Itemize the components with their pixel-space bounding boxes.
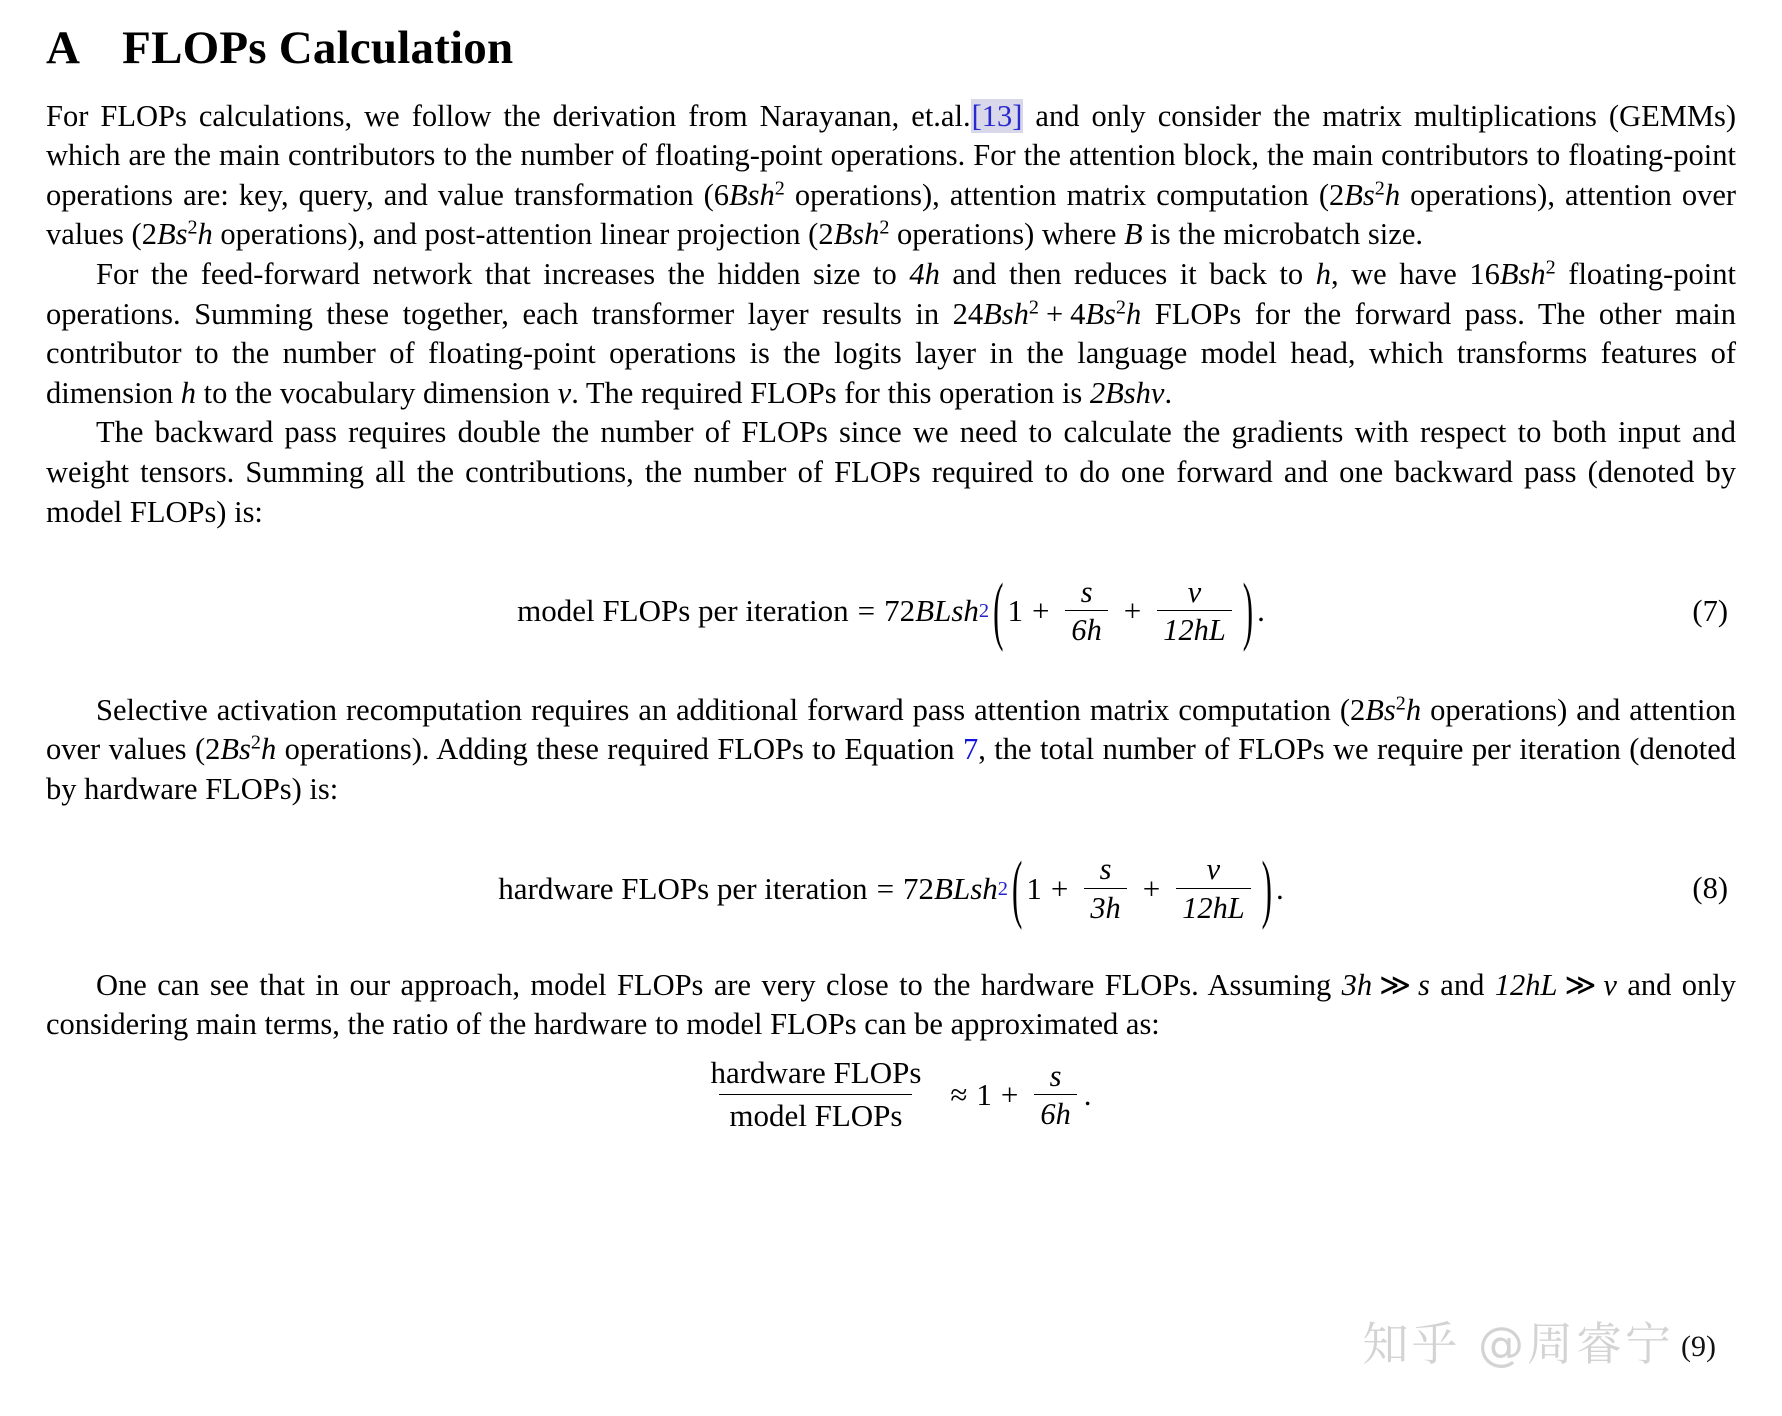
- math-coefficient: 24: [952, 296, 984, 331]
- math-variables: 2Bshv: [1089, 375, 1165, 410]
- text-run: operations), and post-attention linear projection (: [212, 217, 819, 252]
- math-operator: +: [1123, 593, 1142, 629]
- page-title: [46, 14, 1736, 75]
- math-coefficient: 72: [884, 593, 916, 629]
- math-variables: Bsh: [1499, 257, 1546, 291]
- text-run: floating-point operations. Summing these together, each transformer layer results in: [46, 257, 1737, 331]
- math-operator: ≈: [950, 1076, 968, 1112]
- paragraph-1: [46, 97, 1736, 255]
- paragraph-5: [46, 966, 1736, 1045]
- fraction-numerator: s: [1080, 575, 1093, 610]
- math-coefficient: 2: [1350, 692, 1366, 727]
- fraction-v-over-12hL: [1157, 576, 1231, 646]
- fraction-denominator: model FLOPs: [719, 1094, 912, 1133]
- fraction-s-over-6h: [1065, 576, 1107, 646]
- math-coefficient: 2: [818, 217, 834, 252]
- equation-9-number: (9): [1681, 1330, 1716, 1363]
- text-run: and only consider the matrix multiplications (GEMMs) which are the main contributors to the number of floating-point operations. For the attention block, the main contributors to floating-point operations are: key, query, and value transformation (: [46, 98, 1736, 212]
- equation-8: [46, 844, 1736, 931]
- math-period: .: [1083, 1076, 1092, 1112]
- math-variables: Bs: [1344, 177, 1375, 212]
- math-variables: h: [1125, 296, 1142, 331]
- math-exponent: 2: [250, 731, 261, 754]
- text-run: One can see that in our approach, model FLOPs are very close to the hardware FLOPs. Assuming: [96, 967, 1342, 1002]
- math-variables: Bs: [156, 217, 188, 252]
- text-run: operations), attention matrix computation (: [784, 177, 1329, 212]
- text-run: operations) where: [889, 217, 1124, 252]
- fraction-hardware-over-model-flops: [700, 1054, 931, 1133]
- math-exponent: 2: [879, 216, 890, 239]
- paren-open: (: [1012, 844, 1023, 931]
- fraction-numerator: v: [1206, 852, 1221, 887]
- equation-9-body: [690, 1054, 1092, 1133]
- fraction-s-over-3h: [1084, 853, 1126, 923]
- text-run: . The required FLOPs for this operation is: [571, 375, 1090, 410]
- section-title-text: FLOPs Calculation: [122, 22, 514, 74]
- text-run: Selective activation recomputation requires an additional forward pass attention matrix computation (: [96, 692, 1351, 727]
- equation-7-number: (7): [1692, 593, 1728, 628]
- paragraph-3: The backward pass requires double the number of FLOPs since we need to calculate the gradients with respect to both input and weight tensors. Summing all the contributions, the number of FLOPs required to do one forward and one backward pass (denoted by model FLOPs) is:: [46, 415, 1736, 529]
- text-run: FLOPs for the forward pass. The other main contributor to the number of floating-point operations is the logits layer in the language model head, which transforms features of dimension: [46, 296, 1737, 410]
- text-run: , we have: [1330, 257, 1470, 291]
- math-variables: v: [1603, 967, 1617, 1002]
- math-variables: Bs: [220, 732, 251, 767]
- math-operator: +: [1050, 870, 1069, 906]
- math-variables: s: [1418, 967, 1430, 1002]
- math-operator: =: [857, 593, 876, 629]
- math-number: 1: [976, 1076, 992, 1112]
- text-run: to the vocabulary dimension: [195, 375, 558, 410]
- math-variables: h: [260, 732, 277, 767]
- math-exponent: 2: [1545, 256, 1556, 279]
- math-variables: 4h: [909, 257, 940, 291]
- text-run: operations) and attention over values (: [46, 692, 1737, 767]
- math-variables: Bs: [1365, 692, 1396, 727]
- fraction-s-over-6h: [1034, 1060, 1076, 1130]
- equation-7-lhs: model FLOPs per iteration: [517, 593, 849, 629]
- fraction-denominator: 3h: [1084, 888, 1126, 924]
- text-run: For the feed-forward network that increases the hidden size to: [96, 257, 910, 291]
- fraction-numerator: s: [1099, 852, 1112, 887]
- math-variables: h: [197, 217, 213, 252]
- math-variables: BLsh: [915, 593, 979, 629]
- math-coefficient: 2: [141, 217, 157, 252]
- math-period: .: [1257, 593, 1265, 629]
- fraction-denominator: 12hL: [1157, 610, 1231, 646]
- math-variables: B: [1124, 217, 1143, 252]
- math-coefficient: 4: [1070, 296, 1086, 331]
- math-number: 1: [1026, 870, 1042, 906]
- math-variables: v: [557, 375, 572, 410]
- math-operator: +: [1000, 1076, 1019, 1112]
- math-exponent: 2: [1028, 296, 1039, 319]
- math-coefficient: 6: [713, 177, 730, 212]
- math-variables: Bsh: [833, 217, 880, 252]
- math-coefficient: 16: [1469, 257, 1500, 291]
- math-variables: Bsh: [729, 177, 775, 212]
- math-operator: +: [1031, 593, 1050, 629]
- paren-close: ): [1261, 844, 1272, 931]
- text-run: For FLOPs calculations, we follow the derivation from Narayanan, et.al.: [46, 98, 971, 133]
- math-exponent: 2: [1395, 692, 1406, 715]
- equation-7: [46, 567, 1736, 653]
- math-variables: h: [1384, 177, 1401, 212]
- paren-close: ): [1242, 567, 1254, 653]
- text-run: is the microbatch size.: [1142, 217, 1423, 252]
- fraction-denominator: 6h: [1065, 610, 1107, 646]
- math-operator: +: [1142, 870, 1161, 906]
- text-run: , the total number of FLOPs we require per iteration (denoted by hardware FLOPs) is:: [46, 732, 1736, 806]
- equation-9: [46, 1054, 1736, 1133]
- math-exponent: 2: [187, 216, 198, 239]
- zhihu-watermark: 知乎 @周睿宁: [1362, 1317, 1674, 1371]
- equation-8-body: hardware FLOPs per iteration = 72 BLsh 2 ( 1 + $\frac{s}{3h}$ + $\frac{v}{12hL}$ ) .: [498, 853, 1283, 923]
- equation-8-lhs: hardware FLOPs per iteration: [498, 870, 868, 906]
- math-variables: Bs: [1085, 296, 1116, 331]
- text-run: operations). Adding these required FLOPs to Equation: [276, 732, 963, 767]
- math-coefficient: 2: [1329, 177, 1345, 212]
- text-run: and then reduces it back to: [939, 257, 1316, 291]
- math-exponent: 2: [774, 177, 785, 200]
- math-variables: Bsh: [983, 296, 1029, 331]
- citation-link-13[interactable]: [13]: [971, 98, 1023, 133]
- equation-8-number: (8): [1692, 871, 1728, 905]
- text-run: .: [1164, 375, 1173, 410]
- text-run: and only considering main terms, the ratio of the hardware to model FLOPs can be approximated as:: [46, 967, 1736, 1042]
- math-variables: h: [180, 375, 196, 410]
- text-run: and: [1429, 967, 1495, 1002]
- math-variables: 12hL: [1494, 967, 1558, 1002]
- fraction-denominator: 12hL: [1176, 888, 1250, 924]
- fraction-denominator: 6h: [1034, 1094, 1076, 1130]
- fraction-numerator: v: [1187, 575, 1202, 610]
- math-operator: =: [876, 870, 895, 906]
- math-variables: BLsh: [934, 870, 998, 906]
- fraction-v-over-12hL: [1176, 853, 1250, 923]
- math-variables: h: [1405, 692, 1422, 727]
- paragraph-2: [46, 255, 1736, 413]
- math-operator: +: [1045, 296, 1064, 331]
- math-coefficient: 72: [903, 870, 935, 906]
- math-number: 1: [1007, 593, 1023, 629]
- math-exponent: 2: [1374, 177, 1385, 200]
- math-operator: ≫: [1379, 967, 1412, 1002]
- equation-crossref-7[interactable]: 7: [962, 732, 979, 767]
- math-period: .: [1275, 870, 1284, 906]
- math-coefficient: 2: [205, 732, 221, 767]
- text-run: operations), attention over values (: [46, 177, 1737, 252]
- paragraph-4: [46, 691, 1736, 810]
- equation-7-body: model FLOPs per iteration = 72 BLsh 2 ( 1 + $\frac{s}{6h}$ + $\frac{v}{12hL}$ ) .: [517, 576, 1265, 646]
- math-operator: ≫: [1564, 967, 1597, 1002]
- paren-open: (: [993, 567, 1004, 653]
- fraction-numerator: hardware FLOPs: [710, 1054, 922, 1090]
- math-variables: h: [1315, 257, 1331, 291]
- math-variables: 3h: [1341, 967, 1373, 1002]
- math-exponent: 2: [1115, 296, 1126, 319]
- fraction-numerator: s: [1049, 1058, 1062, 1093]
- section-number: A: [46, 22, 81, 74]
